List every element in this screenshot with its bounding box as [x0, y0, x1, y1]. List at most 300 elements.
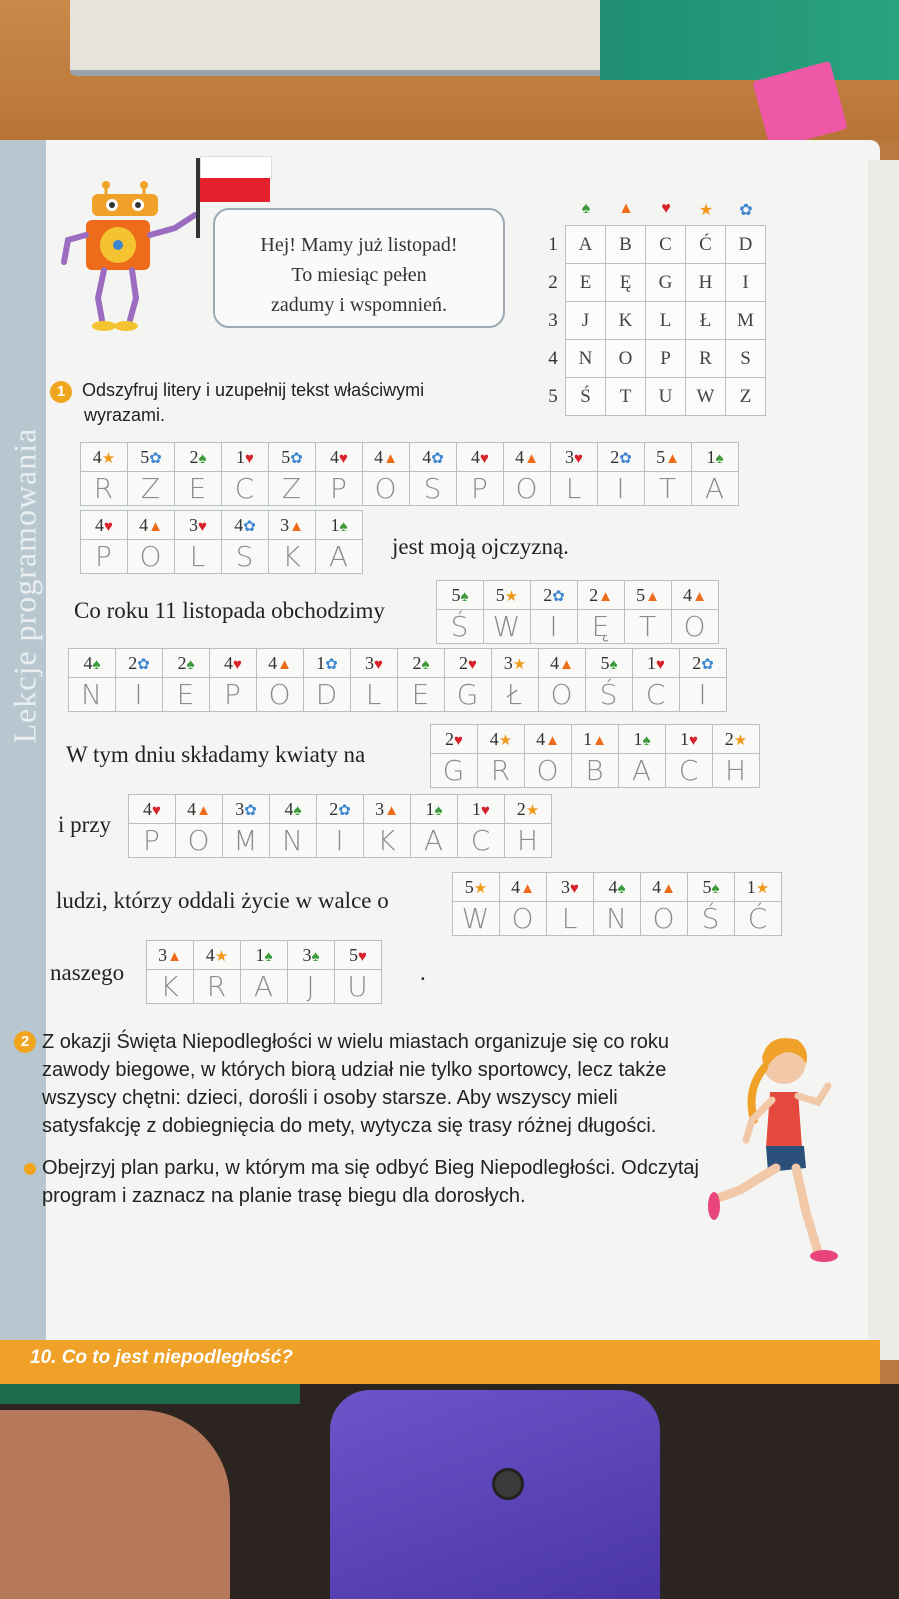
code-number: 4 [139, 514, 149, 535]
handwritten-answer-cell[interactable]: C [458, 824, 505, 858]
code-cell [492, 649, 539, 678]
code-number: 3 [189, 514, 199, 535]
code-number: 2 [589, 584, 599, 605]
code-number: 1 [746, 876, 756, 897]
flower-icon: ✿ [701, 656, 714, 673]
code-number: 3 [565, 446, 575, 467]
green-book-cover [600, 0, 899, 80]
handwritten-answer-cell[interactable]: T [645, 472, 692, 506]
flower-icon: ✿ [431, 450, 444, 467]
handwritten-answer-cell[interactable]: H [505, 824, 552, 858]
handwritten-answer-cell[interactable]: O [672, 610, 719, 644]
code-cell [437, 581, 484, 610]
code-cell [398, 649, 445, 678]
handwritten-answer-cell[interactable]: Ś [688, 902, 735, 936]
code-grid-niepodleglosci [68, 648, 727, 712]
cipher-letter-cell: M [725, 301, 766, 340]
task-2-block [14, 1028, 704, 1210]
code-number: 2 [329, 798, 339, 819]
spade-icon: ♠ [715, 450, 724, 467]
handwritten-answer-cell[interactable]: C [666, 754, 713, 788]
running-girl-illustration [706, 1030, 856, 1270]
code-cell [504, 443, 551, 472]
triangle-icon: ▲ [384, 802, 399, 819]
code-cell [317, 795, 364, 824]
code-cell [223, 795, 270, 824]
handwritten-answer-cell[interactable]: E [398, 678, 445, 712]
answer-row [69, 678, 727, 712]
code-cell [176, 795, 223, 824]
triangle-icon: ▲ [524, 450, 539, 467]
code-row [81, 511, 363, 540]
code-number: 4 [422, 446, 432, 467]
code-number: 4 [143, 798, 153, 819]
triangle-icon: ▲ [383, 450, 398, 467]
code-row [81, 443, 739, 472]
cipher-letter-cell: Ś [565, 377, 606, 416]
spade-icon: ♠ [617, 880, 626, 897]
heart-icon: ♥ [198, 518, 207, 535]
code-cell [222, 443, 269, 472]
handwritten-answer-cell[interactable]: I [317, 824, 364, 858]
spade-icon: ♠ [421, 656, 430, 673]
answer-row [147, 970, 382, 1004]
handwritten-answer-cell[interactable]: H [713, 754, 760, 788]
flower-icon: ✿ [552, 588, 565, 605]
handwritten-answer-cell[interactable]: M [223, 824, 270, 858]
code-number: 1 [680, 728, 690, 749]
spade-icon: ♠ [339, 518, 348, 535]
code-number: 3 [375, 798, 385, 819]
code-row [69, 649, 727, 678]
code-cell [351, 649, 398, 678]
handwritten-answer-cell[interactable]: L [351, 678, 398, 712]
code-cell [457, 443, 504, 472]
spade-icon: ♠ [609, 656, 618, 673]
code-grid-swieto [436, 580, 719, 644]
cipher-row [540, 340, 766, 378]
code-number: 1 [425, 798, 435, 819]
handwritten-answer-cell[interactable]: R [478, 754, 525, 788]
code-number: 3 [561, 876, 571, 897]
cipher-row-number: 2 [548, 272, 558, 293]
code-number: 2 [177, 652, 187, 673]
handwritten-answer-cell[interactable]: Z [128, 472, 175, 506]
triangle-icon: ▲ [277, 656, 292, 673]
handwritten-answer-cell[interactable]: P [129, 824, 176, 858]
handwritten-answer-cell[interactable]: A [411, 824, 458, 858]
handwritten-answer-cell[interactable]: A [692, 472, 739, 506]
handwritten-answer-cell[interactable]: E [175, 472, 222, 506]
handwritten-answer-cell[interactable]: P [316, 472, 363, 506]
cipher-letter-cell: Ł [685, 301, 726, 340]
task-2-bullet: Obejrzyj plan parku, w którym ma się odbyć Bieg Niepodległości. Odczytaj program i zaznacz na planie trasę biegu dla dorosłych. [14, 1154, 704, 1210]
handwritten-answer-cell[interactable]: O [363, 472, 410, 506]
code-number: 4 [205, 944, 215, 965]
code-number: 3 [302, 944, 312, 965]
code-cell [81, 443, 128, 472]
code-number: 4 [92, 446, 102, 467]
code-cell [458, 795, 505, 824]
code-number: 1 [706, 446, 716, 467]
code-number: 5 [349, 944, 359, 965]
cipher-symbol-header [566, 200, 766, 226]
cipher-letter-cell: P [645, 339, 686, 378]
star-icon: ★ [473, 880, 488, 897]
triangle-icon: ▲ [196, 802, 211, 819]
handwritten-answer-cell[interactable]: Z [269, 472, 316, 506]
code-cell [128, 443, 175, 472]
bubble-line-2: To miesiąc pełen [291, 264, 427, 286]
green-book-edge [0, 1384, 300, 1404]
task-2-paragraph: Z okazji Święta Niepodległości w wielu miastach organizuje się co roku zawody biegowe, w których biorą udział nie tylko sportowcy, lecz także wszyscy chętni: dzieci, dorośli i osoby starsze. Aby wszyscy mieli satysfakcję z dobiegnięcia do mety, wytycza się trasy różnej długości. [42, 1031, 669, 1137]
handwritten-answer-cell[interactable]: A [316, 540, 363, 574]
handwritten-answer-cell[interactable]: W [484, 610, 531, 644]
code-cell [270, 795, 317, 824]
heart-icon: ♥ [358, 948, 367, 965]
cipher-letter-cell: W [685, 377, 726, 416]
task-2-paragraph-wrap [14, 1028, 704, 1140]
code-cell [69, 649, 116, 678]
code-cell [531, 581, 578, 610]
task-2-number: 2 [14, 1031, 36, 1053]
star-icon: ★ [214, 948, 229, 965]
handwritten-answer-cell[interactable]: I [531, 610, 578, 644]
spade-icon: ♠ [92, 656, 101, 673]
code-cell [257, 649, 304, 678]
cipher-letter-cell: L [645, 301, 686, 340]
cipher-row-number: 4 [548, 348, 558, 369]
handwritten-answer-cell[interactable]: I [680, 678, 727, 712]
triangle-icon: ▲ [618, 200, 634, 217]
answer-row [129, 824, 552, 858]
code-number: 2 [412, 652, 422, 673]
spade-icon: ♠ [293, 802, 302, 819]
code-number: 5 [464, 876, 474, 897]
cipher-letter-cell: R [685, 339, 726, 378]
code-number: 1 [236, 446, 246, 467]
star-icon: ★ [733, 732, 748, 749]
triangle-icon: ▲ [167, 948, 182, 965]
flower-icon: ✿ [149, 450, 162, 467]
code-cell [680, 649, 727, 678]
handwritten-answer-cell[interactable]: O [539, 678, 586, 712]
handwritten-answer-cell[interactable]: N [270, 824, 317, 858]
code-number: 4 [515, 446, 525, 467]
heart-icon: ♥ [570, 880, 579, 897]
triangle-icon: ▲ [545, 732, 560, 749]
answer-row [437, 610, 719, 644]
handwritten-answer-cell[interactable]: B [572, 754, 619, 788]
triangle-icon: ▲ [598, 588, 613, 605]
code-cell [445, 649, 492, 678]
code-number: 1 [583, 728, 593, 749]
handwritten-answer-cell[interactable]: K [269, 540, 316, 574]
code-cell [410, 443, 457, 472]
handwritten-answer-cell[interactable]: N [69, 678, 116, 712]
handwritten-answer-cell[interactable]: Ś [586, 678, 633, 712]
handwritten-answer-cell[interactable]: E [163, 678, 210, 712]
code-cell [116, 649, 163, 678]
handwritten-answer-cell[interactable]: G [431, 754, 478, 788]
handwritten-answer-cell[interactable]: O [128, 540, 175, 574]
code-cell [645, 443, 692, 472]
triangle-icon: ▲ [692, 588, 707, 605]
handwritten-answer-cell[interactable]: I [598, 472, 645, 506]
book-under-page [70, 0, 630, 76]
code-cell [304, 649, 351, 678]
code-number: 4 [550, 652, 560, 673]
code-cell [505, 795, 552, 824]
handwritten-answer-cell[interactable]: O [257, 678, 304, 712]
code-row [147, 941, 382, 970]
cipher-letter-cell: B [605, 225, 646, 264]
code-number: 4 [95, 514, 105, 535]
code-cell [735, 873, 782, 902]
code-cell [81, 511, 128, 540]
handwritten-answer-cell[interactable]: C [633, 678, 680, 712]
facing-page-edge [868, 160, 899, 1360]
code-cell [578, 581, 625, 610]
code-cell [666, 725, 713, 754]
task-1-instruction [50, 378, 520, 427]
text-i-przy: i przy [58, 812, 112, 837]
spade-icon: ♠ [264, 948, 273, 965]
handwritten-answer-cell[interactable]: O [500, 902, 547, 936]
code-cell [269, 443, 316, 472]
code-number: 4 [683, 584, 693, 605]
code-grid-pomnikach [128, 794, 552, 858]
task-1-number: 1 [50, 381, 72, 403]
handwritten-answer-cell[interactable]: Ę [578, 610, 625, 644]
flower-icon: ✿ [244, 802, 257, 819]
triangle-icon: ▲ [645, 588, 660, 605]
handwritten-answer-cell[interactable]: A [241, 970, 288, 1004]
code-number: 4 [511, 876, 521, 897]
cipher-row-number: 1 [548, 234, 558, 255]
code-number: 4 [284, 798, 294, 819]
code-cell [147, 941, 194, 970]
answer-row [431, 754, 760, 788]
code-number: 4 [652, 876, 662, 897]
code-cell [688, 873, 735, 902]
text-jest-moja-ojczyzna: jest moją ojczyzną. [392, 534, 569, 559]
code-number: 5 [600, 652, 610, 673]
spade-icon: ♠ [186, 656, 195, 673]
text-co-roku: Co roku 11 listopada obchodzimy [74, 598, 385, 623]
triangle-icon: ▲ [665, 450, 680, 467]
cipher-letter-cell: O [605, 339, 646, 378]
task-1-text-line-2: wyrazami. [84, 405, 166, 425]
heart-icon: ♥ [454, 732, 463, 749]
code-row [437, 581, 719, 610]
handwritten-answer-cell[interactable]: L [551, 472, 598, 506]
answer-row [81, 540, 363, 574]
flower-icon: ✿ [243, 518, 256, 535]
code-number: 2 [692, 652, 702, 673]
code-cell [484, 581, 531, 610]
sentence-period: . [420, 960, 426, 985]
handwritten-answer-cell[interactable]: O [504, 472, 551, 506]
code-number: 4 [224, 652, 234, 673]
cipher-letter-cell: Ć [685, 225, 726, 264]
code-number: 5 [702, 876, 712, 897]
handwritten-answer-cell[interactable]: L [547, 902, 594, 936]
spade-icon: ♠ [460, 588, 469, 605]
heart-icon: ♥ [233, 656, 242, 673]
heart-icon: ♥ [661, 200, 671, 217]
cipher-letter-cell: A [565, 225, 606, 264]
handwritten-answer-cell[interactable]: U [335, 970, 382, 1004]
handwritten-answer-cell[interactable]: I [116, 678, 163, 712]
code-number: 3 [503, 652, 513, 673]
code-cell [598, 443, 645, 472]
handwritten-answer-cell[interactable]: K [147, 970, 194, 1004]
cipher-letter-cell: U [645, 377, 686, 416]
cipher-letter-cell: Ę [605, 263, 646, 302]
cipher-letter-cell: E [565, 263, 606, 302]
code-number: 2 [459, 652, 469, 673]
handwritten-answer-cell[interactable]: R [194, 970, 241, 1004]
code-cell [525, 725, 572, 754]
handwritten-answer-cell[interactable]: T [625, 610, 672, 644]
handwritten-answer-cell[interactable]: Ł [492, 678, 539, 712]
handwritten-answer-cell[interactable]: A [619, 754, 666, 788]
polish-flag-white [200, 156, 272, 180]
triangle-icon: ▲ [148, 518, 163, 535]
heart-icon: ♥ [104, 518, 113, 535]
code-number: 4 [234, 514, 244, 535]
code-number: 4 [268, 652, 278, 673]
code-number: 2 [128, 652, 138, 673]
code-number: 5 [656, 446, 666, 467]
handwritten-answer-cell[interactable]: S [222, 540, 269, 574]
triangle-icon: ▲ [520, 880, 535, 897]
text-w-tym-dniu: W tym dniu składamy kwiaty na [66, 742, 366, 767]
handwritten-answer-cell[interactable]: K [364, 824, 411, 858]
code-number: 4 [374, 446, 384, 467]
code-cell [129, 795, 176, 824]
spade-icon: ♠ [434, 802, 443, 819]
code-number: 3 [365, 652, 375, 673]
code-number: 1 [633, 728, 643, 749]
heart-icon: ♥ [339, 450, 348, 467]
spade-icon: ♠ [198, 450, 207, 467]
code-cell [692, 443, 739, 472]
code-number: 5 [636, 584, 646, 605]
code-number: 2 [516, 798, 526, 819]
spade-icon: ♠ [311, 948, 320, 965]
spade-icon: ♠ [642, 732, 651, 749]
cipher-row [540, 378, 766, 416]
handwritten-answer-cell[interactable]: C [222, 472, 269, 506]
cipher-letter-cell: J [565, 301, 606, 340]
code-cell [335, 941, 382, 970]
star-icon: ★ [755, 880, 770, 897]
handwritten-answer-cell[interactable]: W [453, 902, 500, 936]
handwritten-answer-cell[interactable]: S [410, 472, 457, 506]
sleeve-button [492, 1468, 524, 1500]
code-cell [316, 443, 363, 472]
code-cell [411, 795, 458, 824]
speech-bubble [213, 208, 505, 328]
code-row [129, 795, 552, 824]
code-number: 3 [158, 944, 168, 965]
cipher-letter-cell: S [725, 339, 766, 378]
code-number: 4 [83, 652, 93, 673]
handwritten-answer-cell[interactable]: D [304, 678, 351, 712]
handwritten-answer-cell[interactable]: R [81, 472, 128, 506]
handwritten-answer-cell[interactable]: Ś [437, 610, 484, 644]
code-cell [551, 443, 598, 472]
star-icon: ★ [698, 202, 714, 219]
code-row [431, 725, 760, 754]
code-cell [619, 725, 666, 754]
triangle-icon: ▲ [661, 880, 676, 897]
code-cell [364, 795, 411, 824]
code-grid-polska [80, 510, 363, 574]
heart-icon: ♥ [574, 450, 583, 467]
code-cell [194, 941, 241, 970]
cipher-letter-cell: G [645, 263, 686, 302]
handwritten-answer-cell[interactable]: P [457, 472, 504, 506]
code-cell [288, 941, 335, 970]
code-number: 5 [451, 584, 461, 605]
handwritten-answer-cell[interactable]: O [525, 754, 572, 788]
handwritten-answer-cell[interactable]: O [641, 902, 688, 936]
answer-row [81, 472, 739, 506]
code-number: 1 [255, 944, 265, 965]
code-number: 4 [489, 728, 499, 749]
heart-icon: ♥ [481, 802, 490, 819]
code-cell [633, 649, 680, 678]
code-number: 2 [189, 446, 199, 467]
handwritten-answer-cell[interactable]: Ć [735, 902, 782, 936]
cipher-letter-cell: T [605, 377, 646, 416]
heart-icon: ♥ [152, 802, 161, 819]
handwritten-answer-cell[interactable]: N [594, 902, 641, 936]
handwritten-answer-cell[interactable]: L [175, 540, 222, 574]
code-grid-wolnosc [452, 872, 782, 936]
code-cell [222, 511, 269, 540]
code-number: 2 [724, 728, 734, 749]
hand-photo-region [0, 1410, 230, 1599]
cipher-key-table [540, 200, 766, 416]
cipher-row [540, 226, 766, 264]
star-icon: ★ [512, 656, 527, 673]
handwritten-answer-cell[interactable]: P [210, 678, 257, 712]
handwritten-answer-cell[interactable]: P [81, 540, 128, 574]
handwritten-answer-cell[interactable]: O [176, 824, 223, 858]
cipher-letter-cell: K [605, 301, 646, 340]
code-number: 4 [536, 728, 546, 749]
cipher-row [540, 264, 766, 302]
code-cell [539, 649, 586, 678]
code-number: 1 [330, 514, 340, 535]
flower-icon: ✿ [338, 802, 351, 819]
handwritten-answer-cell[interactable]: J [288, 970, 335, 1004]
heart-icon: ♥ [480, 450, 489, 467]
heart-icon: ♥ [468, 656, 477, 673]
code-number: 4 [330, 446, 340, 467]
code-cell [175, 511, 222, 540]
flower-icon: ✿ [290, 450, 303, 467]
code-number: 5 [281, 446, 291, 467]
cipher-letter-cell: C [645, 225, 686, 264]
cipher-letter-cell: D [725, 225, 766, 264]
handwritten-answer-cell[interactable]: G [445, 678, 492, 712]
code-number: 3 [235, 798, 245, 819]
